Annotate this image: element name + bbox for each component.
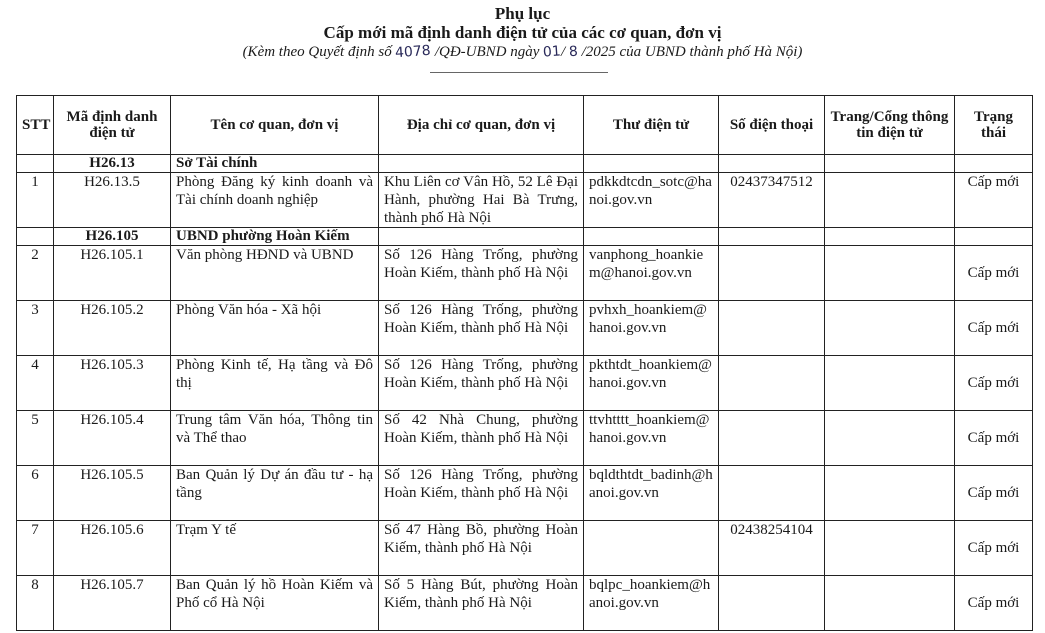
cell-status: Cấp mới [955,356,1033,411]
document-subtitle: Cấp mới mã định danh điện tử của các cơ quan, đơn vị [323,23,722,42]
appendix-table [16,95,1033,631]
table-row [17,521,1033,576]
table-row [17,356,1033,411]
cell-address: Số 126 Hàng Trống, phường Hoàn Kiếm, thành phố Hà Nội [379,246,584,301]
header-code: Mã định danh điện tử [54,96,171,155]
cell-status: Cấp mới [955,576,1033,631]
cell-name: Văn phòng HĐND và UBND [171,246,379,301]
cell-name: Phòng Kinh tế, Hạ tầng và Đô thị [171,356,379,411]
cell-address: Số 126 Hàng Trống, phường Hoàn Kiếm, thành phố Hà Nội [379,301,584,356]
cell-phone [719,466,825,521]
cell-phone [719,246,825,301]
cell-stt: 1 [17,173,54,228]
table-header-row [17,96,1033,155]
header-divider [430,72,608,73]
group-code: H26.13 [54,155,171,173]
header-status: Trạng thái [955,96,1033,155]
group-name: UBND phường Hoàn Kiếm [171,228,379,246]
cell-phone [719,301,825,356]
cell-stt: 4 [17,356,54,411]
cell-email: pvhxh_hoankiem@hanoi.gov.vn [584,301,719,356]
cell-portal [825,466,955,521]
cell-stt: 2 [17,246,54,301]
cell-stt: 6 [17,466,54,521]
header-name: Tên cơ quan, đơn vị [171,96,379,155]
cell-code: H26.105.6 [54,521,171,576]
header-email: Thư điện tử [584,96,719,155]
cell-portal [825,521,955,576]
cell-email: pdkkdtcdn_sotc@hanoi.gov.vn [584,173,719,228]
cell-status: Cấp mới [955,466,1033,521]
cell-address: Số 5 Hàng Bút, phường Hoàn Kiếm, thành phố Hà Nội [379,576,584,631]
group-row [17,155,1033,173]
cell-address: Số 47 Hàng Bồ, phường Hoàn Kiếm, thành phố Hà Nội [379,521,584,576]
cell-stt: 7 [17,521,54,576]
cell-email: bqlpc_hoankiem@hanoi.gov.vn [584,576,719,631]
document-header [0,4,1045,61]
cell-phone [719,576,825,631]
table-row [17,173,1033,228]
table-row [17,411,1033,466]
cell-address: Số 42 Nhà Chung, phường Hoàn Kiếm, thành phố Hà Nội [379,411,584,466]
decision-month: 8 [568,43,579,61]
decision-note: (Kèm theo Quyết định số 4078 /QĐ-UBND ngày 01/ 8 /2025 của UBND thành phố Hà Nội) [242,42,803,62]
header-phone: Số điện thoại [719,96,825,155]
cell-status: Cấp mới [955,301,1033,356]
header-portal: Trang/Cổng thông tin điện tử [825,96,955,155]
cell-stt: 8 [17,576,54,631]
cell-code: H26.105.5 [54,466,171,521]
cell-stt: 3 [17,301,54,356]
cell-name: Trạm Y tế [171,521,379,576]
cell-address: Số 126 Hàng Trống, phường Hoàn Kiếm, thành phố Hà Nội [379,466,584,521]
table-row [17,301,1033,356]
cell-email: vanphong_hoankiem@hanoi.gov.vn [584,246,719,301]
cell-code: H26.105.4 [54,411,171,466]
cell-code: H26.105.2 [54,301,171,356]
cell-portal [825,411,955,466]
cell-code: H26.105.7 [54,576,171,631]
group-name: Sở Tài chính [171,155,379,173]
table-row [17,466,1033,521]
table-row [17,246,1033,301]
cell-status: Cấp mới [955,246,1033,301]
cell-email: ttvhtttt_hoankiem@hanoi.gov.vn [584,411,719,466]
cell-portal [825,356,955,411]
note-mid: /QĐ-UBND ngày [434,44,540,60]
group-row [17,228,1033,246]
cell-phone [719,411,825,466]
cell-email [584,521,719,576]
table-row [17,576,1033,631]
cell-portal [825,173,955,228]
cell-email: pkthtdt_hoankiem@hanoi.gov.vn [584,356,719,411]
header-address: Địa chỉ cơ quan, đơn vị [379,96,584,155]
cell-phone [719,356,825,411]
cell-code: H26.105.3 [54,356,171,411]
decision-day: 01 [542,43,562,61]
note-prefix: (Kèm theo Quyết định số [242,44,392,60]
cell-status: Cấp mới [955,173,1033,228]
cell-name: Ban Quản lý hồ Hoàn Kiếm và Phố cổ Hà Nội [171,576,379,631]
cell-email: bqldthtdt_badinh@hanoi.gov.vn [584,466,719,521]
decision-number: 4078 [394,42,432,62]
note-suffix: /2025 của UBND thành phố Hà Nội) [581,44,803,60]
cell-code: H26.105.1 [54,246,171,301]
header-stt: STT [17,96,54,155]
group-code: H26.105 [54,228,171,246]
cell-code: H26.13.5 [54,173,171,228]
cell-status: Cấp mới [955,411,1033,466]
cell-name: Ban Quản lý Dự án đầu tư - hạ tầng [171,466,379,521]
cell-name: Trung tâm Văn hóa, Thông tin và Thể thao [171,411,379,466]
document-title: Phụ lục [494,4,551,23]
cell-name: Phòng Đăng ký kinh doanh và Tài chính doanh nghiệp [171,173,379,228]
cell-phone: 02437347512 [719,173,825,228]
cell-phone: 02438254104 [719,521,825,576]
cell-address: Số 126 Hàng Trống, phường Hoàn Kiếm, thành phố Hà Nội [379,356,584,411]
cell-portal [825,301,955,356]
cell-stt: 5 [17,411,54,466]
cell-address: Khu Liên cơ Vân Hồ, 52 Lê Đại Hành, phường Hai Bà Trưng, thành phố Hà Nội [379,173,584,228]
cell-name: Phòng Văn hóa - Xã hội [171,301,379,356]
cell-portal [825,576,955,631]
cell-status: Cấp mới [955,521,1033,576]
cell-portal [825,246,955,301]
